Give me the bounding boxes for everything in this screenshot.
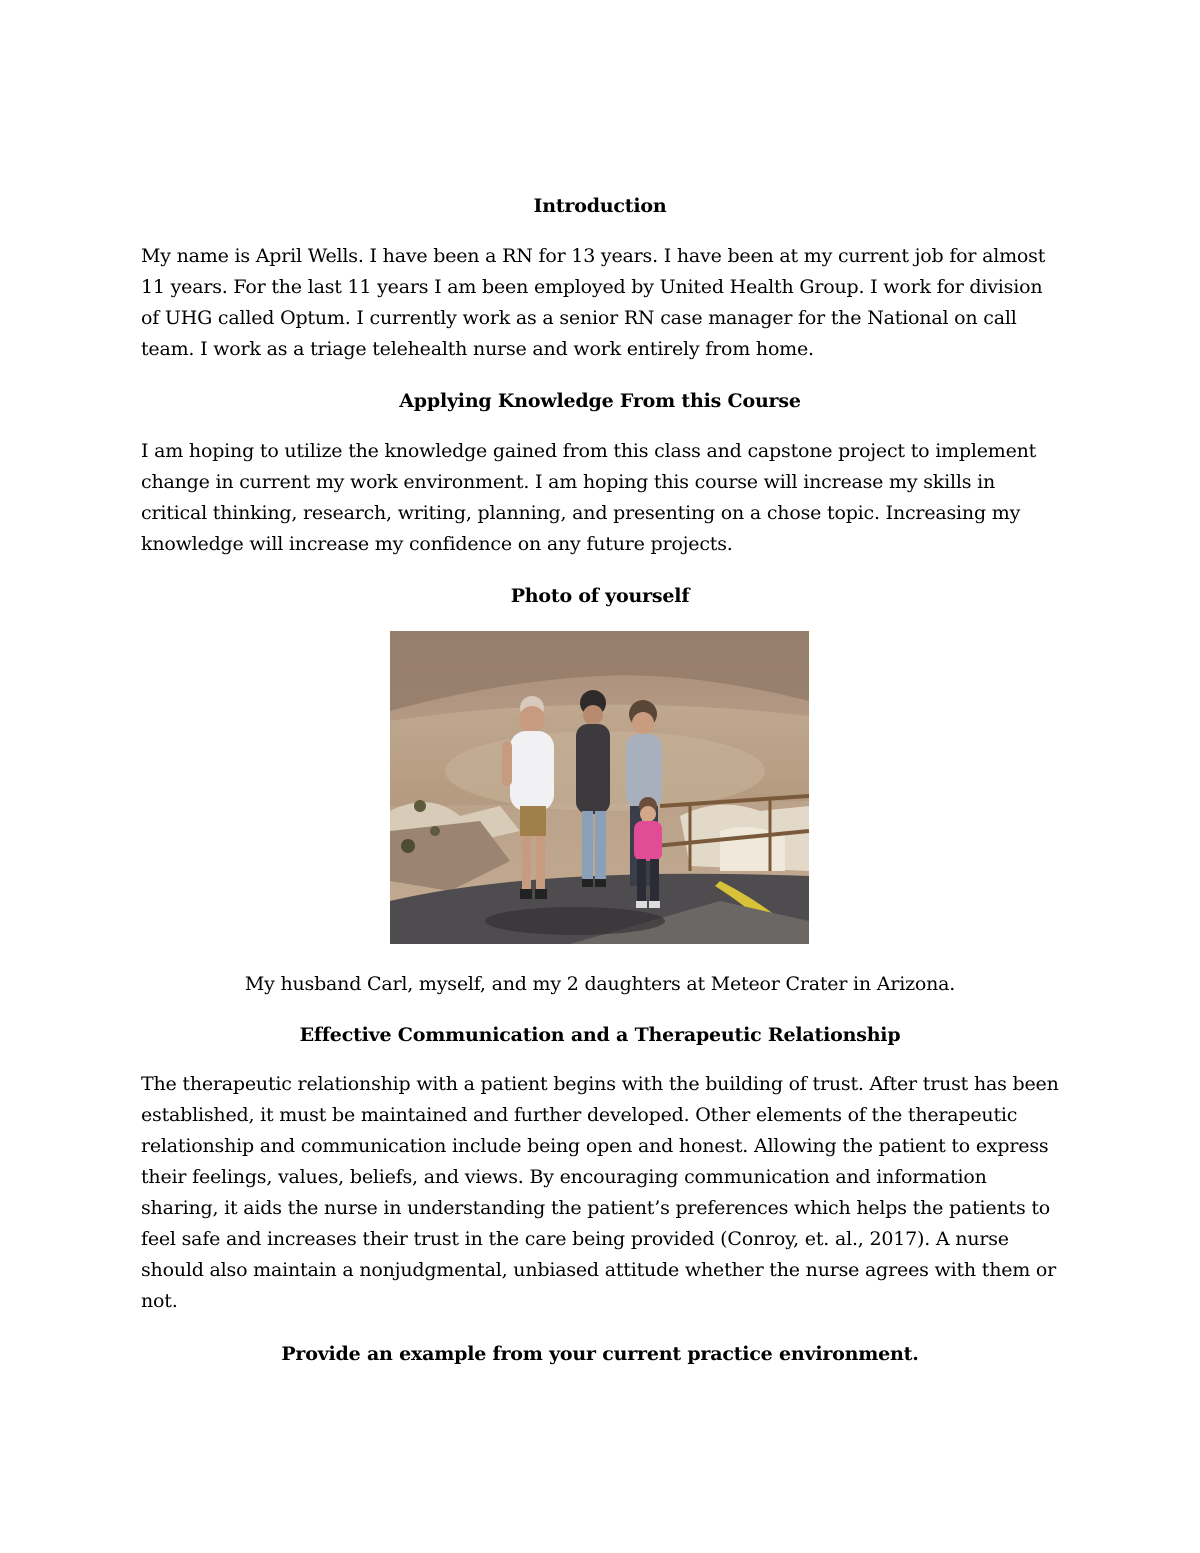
photo-caption: My husband Carl, myself, and my 2 daughters at Meteor Crater in Arizona. (244, 973, 956, 995)
paragraph-line: change in current my work environment. I am hoping this course will increase my skills in (141, 471, 996, 493)
paragraph-line: critical thinking, research, writing, planning, and presenting on a chose topic. Increasing my (141, 502, 1021, 524)
paragraph-line: 11 years. For the last 11 years I am been employed by United Health Group. I work for division (141, 276, 1043, 298)
paragraph-line: team. I work as a triage telehealth nurse and work entirely from home. (141, 338, 814, 360)
paragraph-line: sharing, it aids the nurse in understanding the patient’s preferences which helps the patients to (141, 1197, 1051, 1219)
applying-paragraph (141, 436, 1059, 560)
paragraph-line: not. (141, 1290, 178, 1312)
paragraph-line: should also maintain a nonjudgmental, unbiased attitude whether the nurse agrees with them or (141, 1259, 1057, 1281)
introduction-heading: Introduction (533, 195, 667, 217)
introduction-paragraph (141, 241, 1059, 365)
paragraph-line: their feelings, values, beliefs, and views. By encouraging communication and information (141, 1166, 987, 1188)
paragraph-line: I am hoping to utilize the knowledge gained from this class and capstone project to implement (141, 440, 1037, 462)
communication-heading: Effective Communication and a Therapeutic Relationship (299, 1024, 901, 1046)
paragraph-line: established, it must be maintained and further developed. Other elements of the therapeutic (141, 1104, 1018, 1126)
paragraph-line: My name is April Wells. I have been a RN for 13 years. I have been at my current job for almost (141, 245, 1046, 267)
paragraph-line: relationship and communication include being open and honest. Allowing the patient to express (141, 1135, 1049, 1157)
applying-heading: Applying Knowledge From this Course (399, 390, 801, 412)
example-heading: Provide an example from your current practice environment. (281, 1343, 919, 1365)
paragraph-line: The therapeutic relationship with a patient begins with the building of trust. After trust has been (141, 1073, 1059, 1095)
family-photo (390, 631, 809, 944)
paragraph-line: feel safe and increases their trust in the care being provided (Conroy, et. al., 2017). A nurse (141, 1228, 1009, 1250)
paragraph-line: knowledge will increase my confidence on any future projects. (141, 533, 733, 555)
photo-heading: Photo of yourself (510, 585, 690, 607)
communication-paragraph (141, 1069, 1059, 1317)
paragraph-line: of UHG called Optum. I currently work as a senior RN case manager for the National on call (141, 307, 1017, 329)
